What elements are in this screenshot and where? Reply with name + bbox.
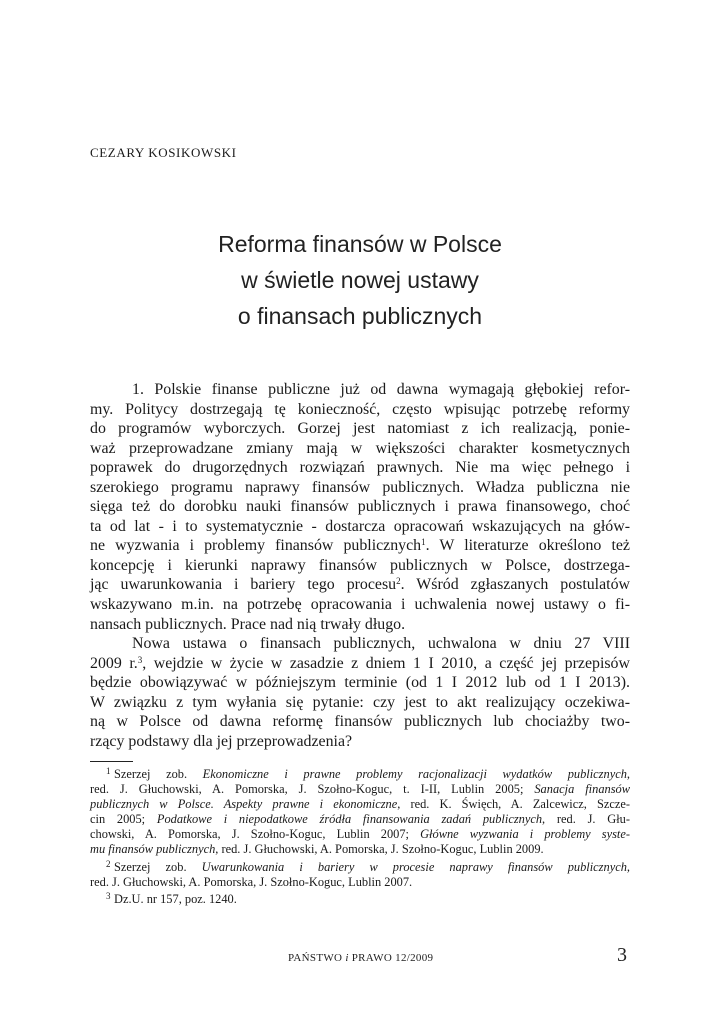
footnote-text: Szerzej zob. (114, 767, 203, 781)
title-line: Reforma finansów w Polsce (218, 231, 502, 257)
footnote-title: Uwarunkowania i bariery w procesie naprawy finansów publicznych, (201, 859, 630, 874)
body-line: Nowa ustawa o finansach publicznych, uchwalona w dniu 27 VIII (132, 635, 630, 653)
body-line: waż przeprowadzane zmiany mają w większości charakter kosmetycznych (90, 439, 630, 457)
body-text: ne wyzwania i problemy finansów publicznych (90, 537, 422, 555)
body-text: 2009 r. (90, 654, 138, 672)
footnote-ref: 3 (137, 654, 143, 665)
footnote-divider (90, 761, 133, 762)
body-line: sięga też do dorobku nauki finansów publicznych i prawa finansowego, choć (90, 498, 630, 516)
footnote-line (90, 797, 630, 812)
journal-name: PAŃSTWO (288, 952, 346, 964)
journal-name: i (345, 952, 349, 964)
footnote-line: 2 Szerzej zob. Uwarunkowania i bariery w procesie naprawy finansów publicznych, (106, 858, 630, 874)
body-line: ną w Polsce od dawna reformę finansów publicznych lub chociażby two- (90, 713, 630, 731)
body-text: , wejdzie w życie w zasadzie z dniem 1 I 2010, a część jej przepisów (142, 654, 630, 672)
body-line: koncepcję i kierunki naprawy finansów publicznych w Polsce, dostrzega- (90, 556, 630, 574)
body-line: W związku z tym wyłania się pytanie: czy jest to akt realizujący oczekiwa- (90, 693, 630, 711)
body-line: będzie obowiązywać w późniejszym terminie (od 1 I 2012 lub od 1 I 2013). (90, 674, 630, 692)
footnote-text: red. J. Głuchowski, A. Pomorska, J. Szołno-Koguc, t. I-II, Lublin 2005; (90, 782, 535, 797)
journal-footer (288, 952, 433, 964)
footnote-text: , red. J. Głu- (542, 812, 630, 827)
body-line (90, 654, 630, 674)
footnote-text: , red. J. Głuchowski, A. Pomorska, J. Szołno-Koguc, Lublin 2009. (215, 842, 544, 857)
article-body (90, 380, 630, 751)
journal-name: PRAWO (348, 952, 393, 964)
footnote-text: , red. K. Święch, A. Zalcewicz, Szcze- (397, 797, 630, 812)
title-line: o finansach publicznych (237, 303, 483, 329)
footnote-ref: 1 (421, 537, 426, 548)
footnote-text: Szerzej zob. (114, 859, 202, 874)
footnote-text: Dz.U. nr 157, poz. 1240. (114, 891, 237, 906)
footnote-line (90, 827, 630, 842)
page-number: 3 (617, 944, 627, 966)
title-line: w świetle nowej ustawy (241, 267, 479, 293)
footnote-line (90, 842, 630, 857)
footnote-title: mu finansów publicznych (90, 842, 216, 857)
body-line: 1. Polskie finanse publiczne już od dawna wymagają głębokiej refor- (132, 381, 630, 398)
body-line: my. Politycy dostrzegają tę konieczność, często wpisując potrzebę reformy (90, 400, 630, 418)
footnote-title: Ekonomiczne i prawne problemy racjonalizacji wydatków publicznych (202, 767, 627, 781)
body-line: poprawek do drugorzędnych rozwiązań prawnych. Nie ma więc pełnego i (90, 459, 630, 477)
footnotes (90, 767, 630, 907)
footnote-text: , (626, 767, 630, 781)
footnote-line: 3 Dz.U. nr 157, poz. 1240. (106, 890, 237, 906)
body-line: wskazywano m.in. na potrzebę opracowania i uchwalenia nowej ustawy o fi- (90, 596, 630, 614)
body-line (90, 536, 630, 556)
author-name: CEZARY KOSIKOWSKI (90, 145, 237, 160)
body-text: jąc uwarunkowania i bariery tego procesu (90, 576, 397, 594)
footnote-title: Główne wyzwania i problemy syste- (420, 827, 630, 842)
body-text: . W literaturze określono też (425, 537, 630, 555)
body-line: szerokiego programu naprawy finansów publicznych. Władza publiczna nie (90, 478, 630, 496)
footnote-line: red. J. Głuchowski, A. Pomorska, J. Szołno-Koguc, Lublin 2007. (90, 874, 413, 889)
body-line: do programów wyborczych. Gorzej jest natomiast z ich realizacją, ponie- (90, 420, 630, 438)
body-text: . Wśród zgłaszanych postulatów (400, 576, 630, 594)
body-line (90, 575, 630, 595)
body-line: ta od lat - i to systematycznie - dostarcza opracowań wskazujących na głów- (90, 517, 630, 535)
footnote-line: 1 Szerzej zob. Ekonomiczne i prawne problemy racjonalizacji wydatków publicznych, (106, 766, 630, 781)
footnote-ref: 2 (396, 576, 401, 587)
article-title (90, 226, 630, 334)
footnote-title: Sanacja finansów (534, 782, 630, 797)
journal-issue: 12/2009 (395, 952, 434, 964)
footnote-title: Podatkowe i niepodatkowe źródła finansowania zadań publicznych (156, 812, 543, 827)
body-line: nansach publicznych. Prace nad nią trwały długo. (90, 615, 406, 633)
footnote-text: cin 2005; (90, 812, 157, 827)
footnote-line (90, 812, 630, 827)
footnote-line (90, 782, 630, 797)
footnote-title: publicznych w Polsce. Aspekty prawne i ekonomiczne (90, 797, 398, 812)
footnote-text: chowski, A. Pomorska, J. Szołno-Koguc, Lublin 2007; (90, 827, 421, 842)
body-line: rzący podstawy dla jej przeprowadzenia? (90, 732, 353, 750)
